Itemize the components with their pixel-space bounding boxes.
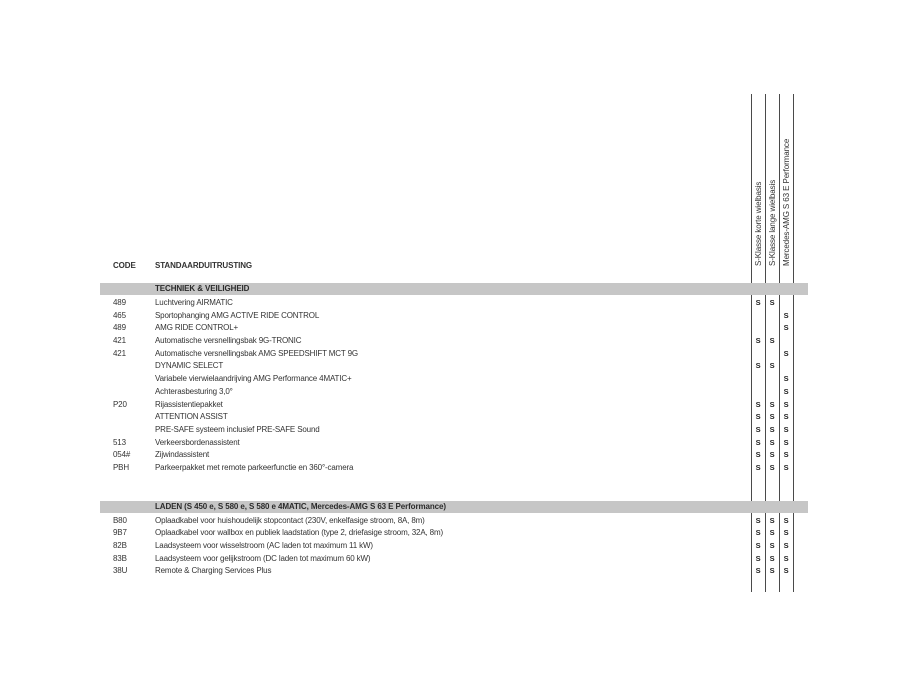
availability-cell-korte: S [755,399,761,409]
availability-cell-korte: S [755,298,761,307]
availability-cell-amg: S [783,566,789,576]
row-label: Zijwindassistent [155,450,210,460]
section-header-band: LADEN (S 450 e, S 580 e, S 580 e 4MATIC, Mercedes-AMG S 63 E Performance) [100,501,808,513]
availability-cell-korte: S [755,336,761,346]
table-row [100,540,808,553]
availability-cell-amg: S [783,412,789,422]
row-code: 421 [113,336,126,346]
table-row [100,386,808,399]
table-row [100,437,808,450]
row-label: Laadsysteem voor wisselstroom (AC laden tot maximum 11 kW) [155,541,373,550]
availability-cell-lange: S [769,399,775,409]
availability-cell-lange: S [769,336,775,346]
row-code: 38U [113,566,128,576]
table-row [100,424,808,437]
row-code: 489 [113,298,126,307]
table-row [100,322,808,335]
row-code: 489 [113,323,126,333]
availability-cell-lange: S [769,412,775,422]
availability-cell-amg: S [783,374,789,384]
availability-cell-amg: S [783,386,789,396]
availability-cell-korte: S [755,528,761,538]
row-code: PBH [113,462,129,472]
availability-cell-lange: S [769,462,775,472]
section-header-band: TECHNIEK & VEILIGHEID [100,283,808,295]
row-code: P20 [113,399,127,409]
row-label: PRE-SAFE systeem inclusief PRE-SAFE Sound [155,424,320,434]
row-label: DYNAMIC SELECT [155,361,224,371]
availability-cell-korte: S [755,462,761,472]
availability-cell-amg: S [783,528,789,538]
row-label: Verkeersbordenassistent [155,437,240,447]
table-row [100,515,808,528]
availability-cell-korte: S [755,412,761,422]
availability-cell-lange: S [769,450,775,460]
table-row [100,373,808,386]
row-code: 421 [113,348,126,358]
table-row [100,335,808,348]
table-section [100,283,808,475]
table-row [100,553,808,566]
table-row [100,449,808,462]
availability-cell-amg: S [783,310,789,320]
availability-cell-amg: S [783,553,789,563]
table-row [100,348,808,361]
row-code: B80 [113,515,127,525]
row-label: Oplaadkabel voor wallbox en publiek laadstation (type 2, driefasige stroom, 32A, 8m) [155,528,444,538]
availability-cell-amg: S [783,462,789,472]
row-label: Luchtvering AIRMATIC [155,298,233,307]
availability-cell-lange: S [769,515,775,525]
equipment-table [100,283,808,578]
table-row [100,297,808,310]
availability-cell-korte: S [755,515,761,525]
availability-cell-lange: S [769,424,775,434]
table-row [100,411,808,424]
table-section [100,501,808,578]
row-label: Parkeerpakket met remote parkeerfunctie en 360°-camera [155,462,354,472]
table-header-row [100,261,808,273]
availability-cell-amg: S [783,541,789,550]
availability-cell-korte: S [755,437,761,447]
row-label: AMG RIDE CONTROL+ [155,323,239,333]
row-code: 82B [113,541,127,550]
availability-cell-amg: S [783,399,789,409]
row-code: 513 [113,437,126,447]
table-row [100,565,808,578]
row-label: Laadsysteem voor gelijkstroom (DC laden tot maximum 60 kW) [155,553,371,563]
row-label: Automatische versnellingsbak AMG SPEEDSHIFT MCT 9G [155,348,358,358]
row-label: Variabele vierwielaandrijving AMG Performance 4MATIC+ [155,374,352,384]
availability-cell-amg: S [783,424,789,434]
availability-cell-korte: S [755,424,761,434]
availability-cell-amg: S [783,450,789,460]
row-code: 9B7 [113,528,127,538]
column-header-mercedes-amg-s63: Mercedes-AMG S 63 E Performance [782,138,791,266]
row-code: 465 [113,310,126,320]
row-label: Rijassistentiepakket [155,399,223,409]
availability-cell-amg: S [783,515,789,525]
table-row [100,360,808,373]
table-row [100,462,808,475]
row-label: ATTENTION ASSIST [155,412,228,422]
code-column-header: CODE [113,261,136,270]
availability-cell-lange: S [769,553,775,563]
availability-cell-lange: S [769,361,775,371]
column-header-s-klasse-lange-wielbasis: S-Klasse lange wielbasis [768,179,777,266]
availability-cell-korte: S [755,541,761,550]
availability-cell-korte: S [755,553,761,563]
availability-cell-lange: S [769,298,775,307]
availability-cell-lange: S [769,437,775,447]
table-row [100,527,808,540]
table-row [100,310,808,323]
row-code: 83B [113,553,127,563]
title-column-header: STANDAARDUITRUSTING [155,261,253,270]
row-label: Remote & Charging Services Plus [155,566,272,576]
availability-cell-korte: S [755,566,761,576]
row-label: Achterasbesturing 3,0° [155,386,233,396]
column-header-s-klasse-korte-wielbasis: S-Klasse korte wielbasis [754,181,763,266]
table-row [100,399,808,412]
availability-cell-amg: S [783,323,789,333]
availability-cell-korte: S [755,361,761,371]
availability-cell-lange: S [769,528,775,538]
row-code: 054# [113,450,131,460]
row-label: Oplaadkabel voor huishoudelijk stopcontact (230V, enkelfasige stroom, 8A, 8m) [155,515,425,525]
availability-cell-korte: S [755,450,761,460]
availability-cell-lange: S [769,566,775,576]
availability-cell-lange: S [769,541,775,550]
availability-cell-amg: S [783,348,789,358]
row-label: Automatische versnellingsbak 9G-TRONIC [155,336,302,346]
availability-cell-amg: S [783,437,789,447]
row-label: Sportophanging AMG ACTIVE RIDE CONTROL [155,310,320,320]
